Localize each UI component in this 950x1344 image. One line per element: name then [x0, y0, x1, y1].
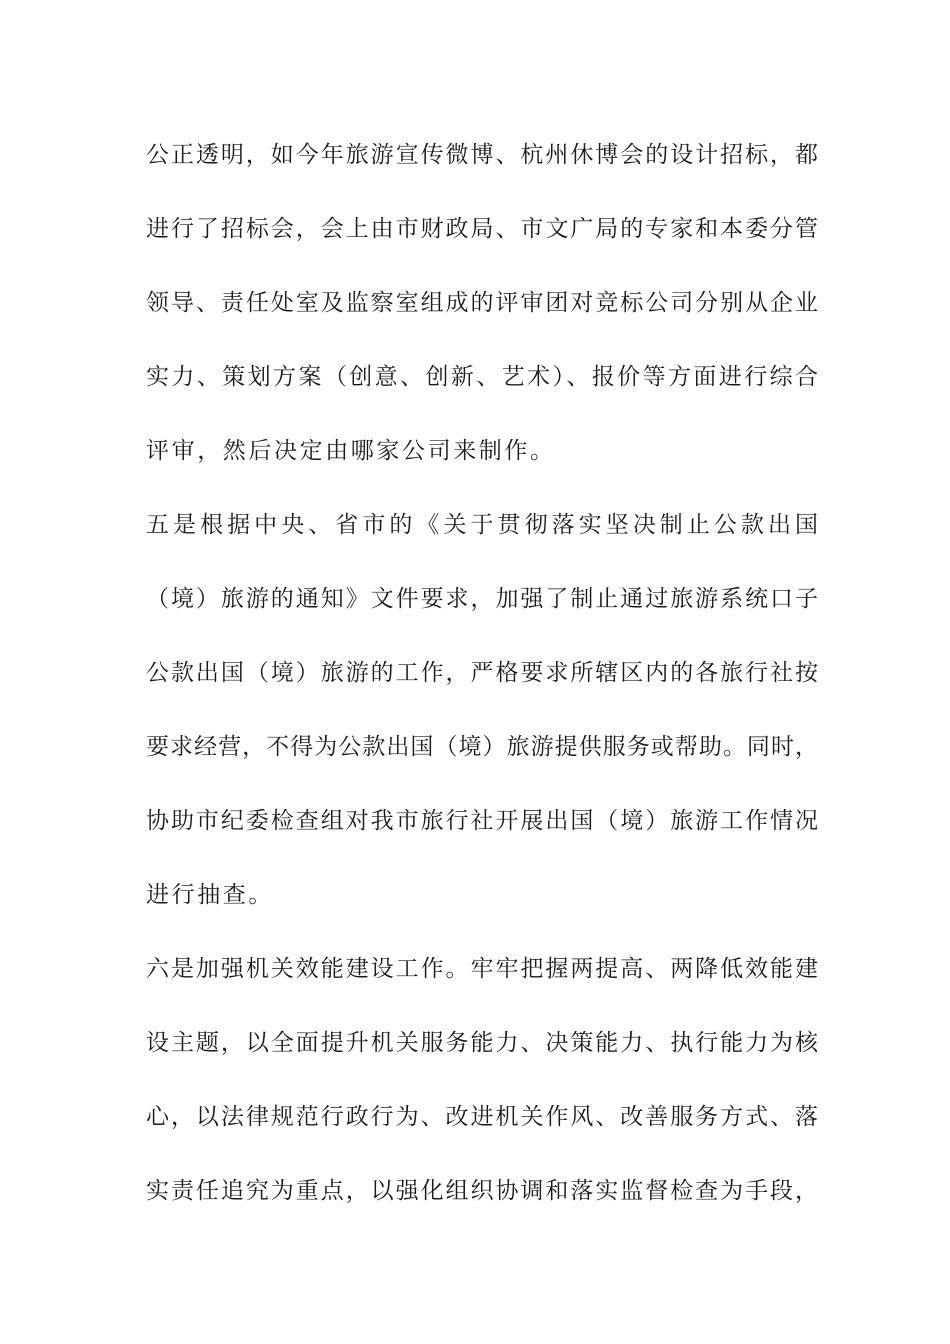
paragraph-start-line: 五是根据中央、省市的《关于贯彻落实坚决制止公款出国 — [146, 512, 818, 538]
text-line: 实力、策划方案（创意、创新、艺术）、报价等方面进行综合 — [146, 364, 818, 390]
text-line: 协助市纪委检查组对我市旅行社开展出国（境）旅游工作情况 — [146, 808, 818, 834]
text-line: 心，以法律规范行政行为、改进机关作风、改善服务方式、落 — [146, 1104, 818, 1130]
text-line: 实责任追究为重点，以强化组织协调和落实监督检查为手段， — [146, 1178, 818, 1204]
text-line: 设主题，以全面提升机关服务能力、决策能力、执行能力为核 — [146, 1030, 818, 1056]
paragraph-start-line: 六是加强机关效能建设工作。牢牢把握两提高、两降低效能建 — [146, 956, 818, 982]
text-line: 要求经营，不得为公款出国（境）旅游提供服务或帮助。同时， — [146, 734, 818, 760]
text-line: 公款出国（境）旅游的工作，严格要求所辖区内的各旅行社按 — [146, 660, 818, 686]
text-line: 进行抽查。 — [146, 882, 274, 908]
text-line: 评审，然后决定由哪家公司来制作。 — [146, 438, 556, 464]
text-line: 进行了招标会，会上由市财政局、市文广局的专家和本委分管 — [146, 216, 818, 242]
text-line: 领导、责任处室及监察室组成的评审团对竞标公司分别从企业 — [146, 290, 818, 316]
text-line: （境）旅游的通知》文件要求，加强了制止通过旅游系统口子 — [146, 586, 818, 612]
text-line: 公正透明，如今年旅游宣传微博、杭州休博会的设计招标，都 — [146, 142, 818, 168]
